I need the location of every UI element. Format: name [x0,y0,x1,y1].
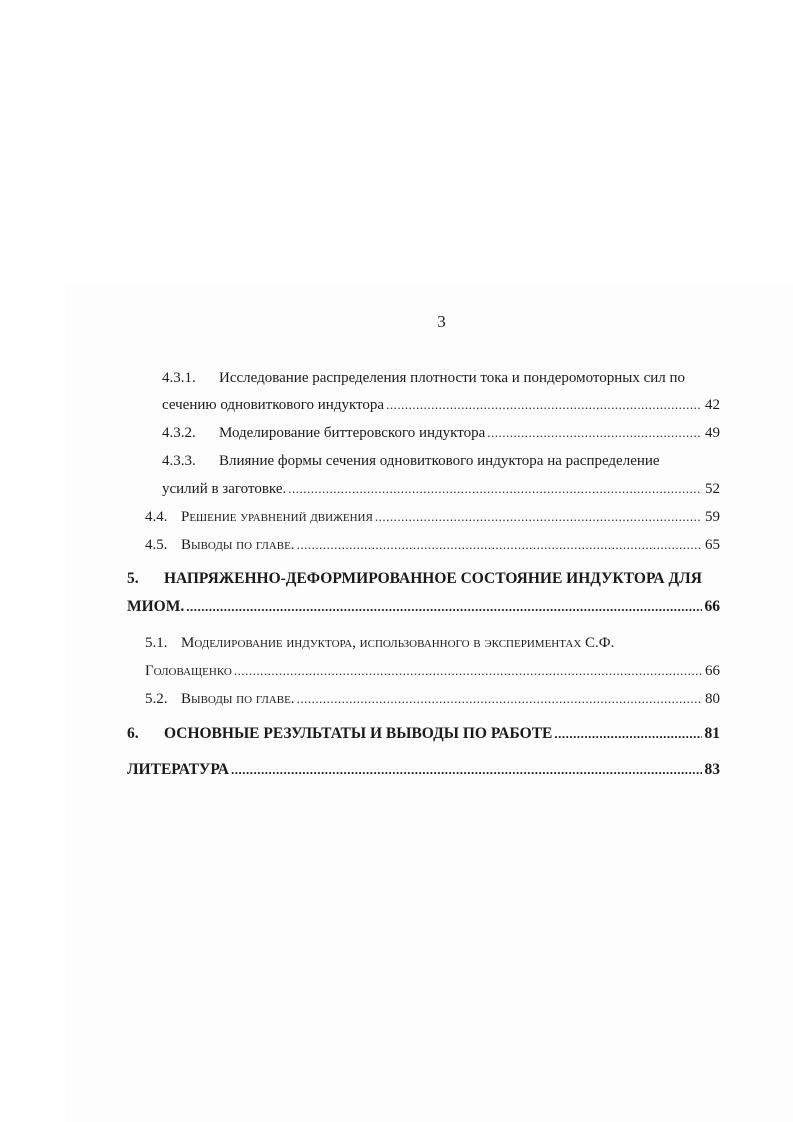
toc-page-number: 59 [705,509,720,525]
toc-page-number: 42 [705,397,720,413]
toc-entry-text: Моделирование биттеровского индуктора [219,425,486,441]
toc-entry-text: Влияние формы сечения одновиткового индуктора на распределение [219,453,660,469]
toc-entry-text: МИОМ. [127,598,185,615]
toc-entry-text: Выводы по главе. [181,691,295,707]
toc-entry-5-1-heading[interactable] [145,633,614,653]
toc-entry-text: Моделирование индуктора, использованного в экспериментах С.Ф. [181,635,615,651]
toc-entry-number: 4.5. [145,537,168,553]
dot-leader [231,760,702,780]
toc-entry-text: НАПРЯЖЕННО-ДЕФОРМИРОВАННОЕ СОСТОЯНИЕ ИНДУКТОРА ДЛЯ [164,570,702,587]
dot-leader [375,507,702,527]
toc-entry-4-3-1[interactable] [162,395,720,415]
dot-leader [554,724,701,744]
toc-entry-text: ЛИТЕРАТУРА [127,761,229,778]
toc-entry-4-3-1-heading[interactable] [162,368,685,388]
dot-leader [297,689,702,709]
toc-entry-literature[interactable] [127,760,720,780]
dot-leader [234,661,702,681]
toc-page-number: 80 [705,691,720,707]
toc-entry-4-4[interactable] [145,507,720,527]
toc-entry-text: Головащенко [145,663,232,679]
toc-entry-number: 4.3.2. [162,425,196,441]
dot-leader [386,395,702,415]
toc-entry-5-1[interactable] [145,661,720,681]
toc-page-number: 49 [705,425,720,441]
toc-entry-6[interactable] [127,724,720,744]
toc-entry-number: 5. [127,570,139,587]
toc-entry-text: сечению одновиткового индуктора [162,397,385,413]
toc-entry-text: усилий в заготовке. [162,481,287,497]
toc-page-number: 65 [705,537,720,553]
toc-entry-text: Решение уравнений движения [181,509,373,525]
toc-entry-text: ОСНОВНЫЕ РЕЗУЛЬТАТЫ И ВЫВОДЫ ПО РАБОТЕ [164,725,553,742]
toc-entry-number: 5.1. [145,635,168,651]
toc-entry-5[interactable] [127,597,720,617]
toc-entry-4-3-3[interactable] [162,479,720,499]
toc-page-number: 52 [705,481,720,497]
toc-entry-number: 4.3.3. [162,453,196,469]
toc-entry-number: 5.2. [145,691,168,707]
toc-entry-number: 4.4. [145,509,168,525]
toc-page-number: 66 [705,663,720,679]
dot-leader [297,535,702,555]
toc-entry-text: Выводы по главе. [181,537,295,553]
toc-entry-number: 4.3.1. [162,370,196,386]
toc-entry-text: Исследование распределения плотности тока и пондеромоторных сил по [219,370,686,386]
toc-page-number: 66 [704,598,720,615]
toc-entry-5-heading[interactable] [127,569,702,589]
page-number: 3 [437,312,446,331]
dot-leader [487,423,702,443]
toc-entry-number: 6. [127,725,139,742]
toc-page-number: 83 [704,761,720,778]
dot-leader [186,597,701,617]
toc-page-number: 81 [704,725,720,742]
toc-entry-4-5[interactable] [145,535,720,555]
toc-entry-4-3-2[interactable] [162,423,720,443]
toc-entry-4-3-3-heading[interactable] [162,451,660,471]
toc-entry-5-2[interactable] [145,689,720,709]
dot-leader [288,479,702,499]
